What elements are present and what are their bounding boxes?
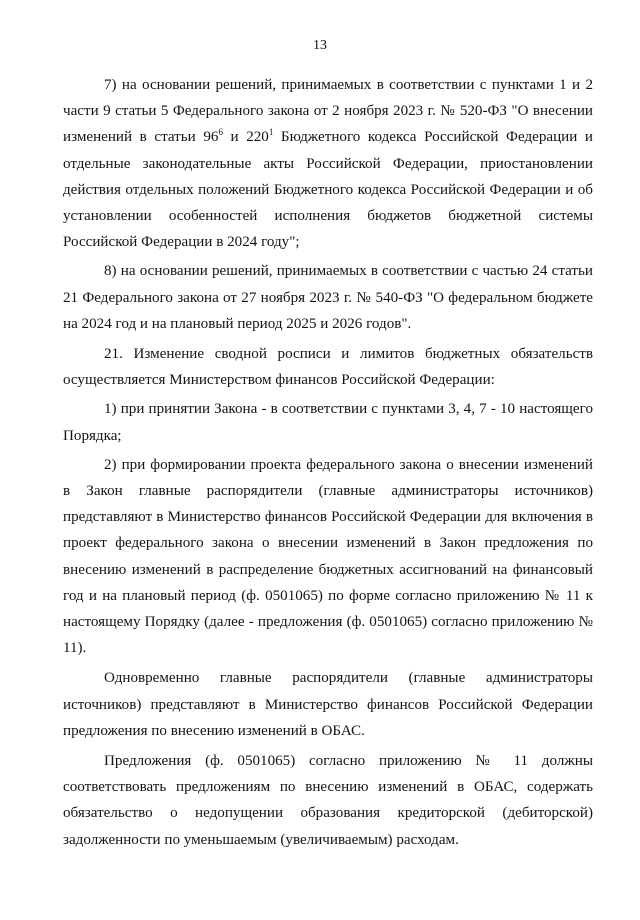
paragraph-item-2: 2) при формировании проекта федерального закона о внесении изменений в Закон главные распорядители (главные администраторы источников) представляют в Министерство финансов Российской Федерации для включения в проект федерального закона о внесении изменений в Закон предложения по внесению изменений в распределение бюджетных ассигнований на финансовый год и на плановый период (ф. 0501065) по форме согласно приложению № 11 к настоящему Порядку (далее - предложения (ф. 0501065) согласно приложению № 11). (63, 456, 593, 657)
paragraph-item-8: 8) на основании решений, принимаемых в соответствии с частью 24 статьи 21 Федерального закона от 27 ноября 2023 г. № 540-ФЗ "О федеральном бюджете на 2024 год и на плановый период 2025 и 2026 годов". (63, 263, 593, 332)
page-number: 13 (313, 38, 327, 53)
superscript: 6 (218, 127, 223, 138)
document-body (63, 72, 593, 856)
paragraph-text: Бюджетного кодекса Российской Федерации и отдельные законодательные акты Российской Федерации, приостановлении действия отдельных положений Бюджетного кодекса Российской Федерации и об установлении особенностей исполнения бюджетов бюджетной системы Российской Федерации в 2024 году"; (63, 129, 594, 251)
paragraph-section-21: 21. Изменение сводной росписи и лимитов бюджетных обязательств осуществляется Министерством финансов Российской Федерации: (63, 346, 593, 389)
paragraph-text: 7) на основании решений, принимаемых в соответствии с пунктами 1 и 2 части 9 статьи 5 Федерального закона от 2 ноября 2023 г. № 520-ФЗ "О внесении изменений в статьи 96 (63, 77, 593, 146)
paragraph-text: и 220 (222, 129, 269, 146)
superscript: 1 (268, 127, 274, 138)
paragraph-item-1: 1) при принятии Закона - в соответствии с пунктами 3, 4, 7 - 10 настоящего Порядка; (63, 401, 593, 444)
paragraph-item-7 (63, 72, 593, 255)
paragraph-proposals: Предложения (ф. 0501065) согласно приложению № 11 должны соответствовать предложениям по внесению изменений в ОБАС, содержать обязательство о недопущении образования кредиторской (дебиторской) задолженности по уменьшаемым (увеличиваемым) расходам. (63, 753, 593, 848)
paragraph-simultaneously: Одновременно главные распорядители (главные администраторы источников) представляют в Министерство финансов Российской Федерации предложения по внесению изменений в ОБАС. (63, 670, 593, 739)
